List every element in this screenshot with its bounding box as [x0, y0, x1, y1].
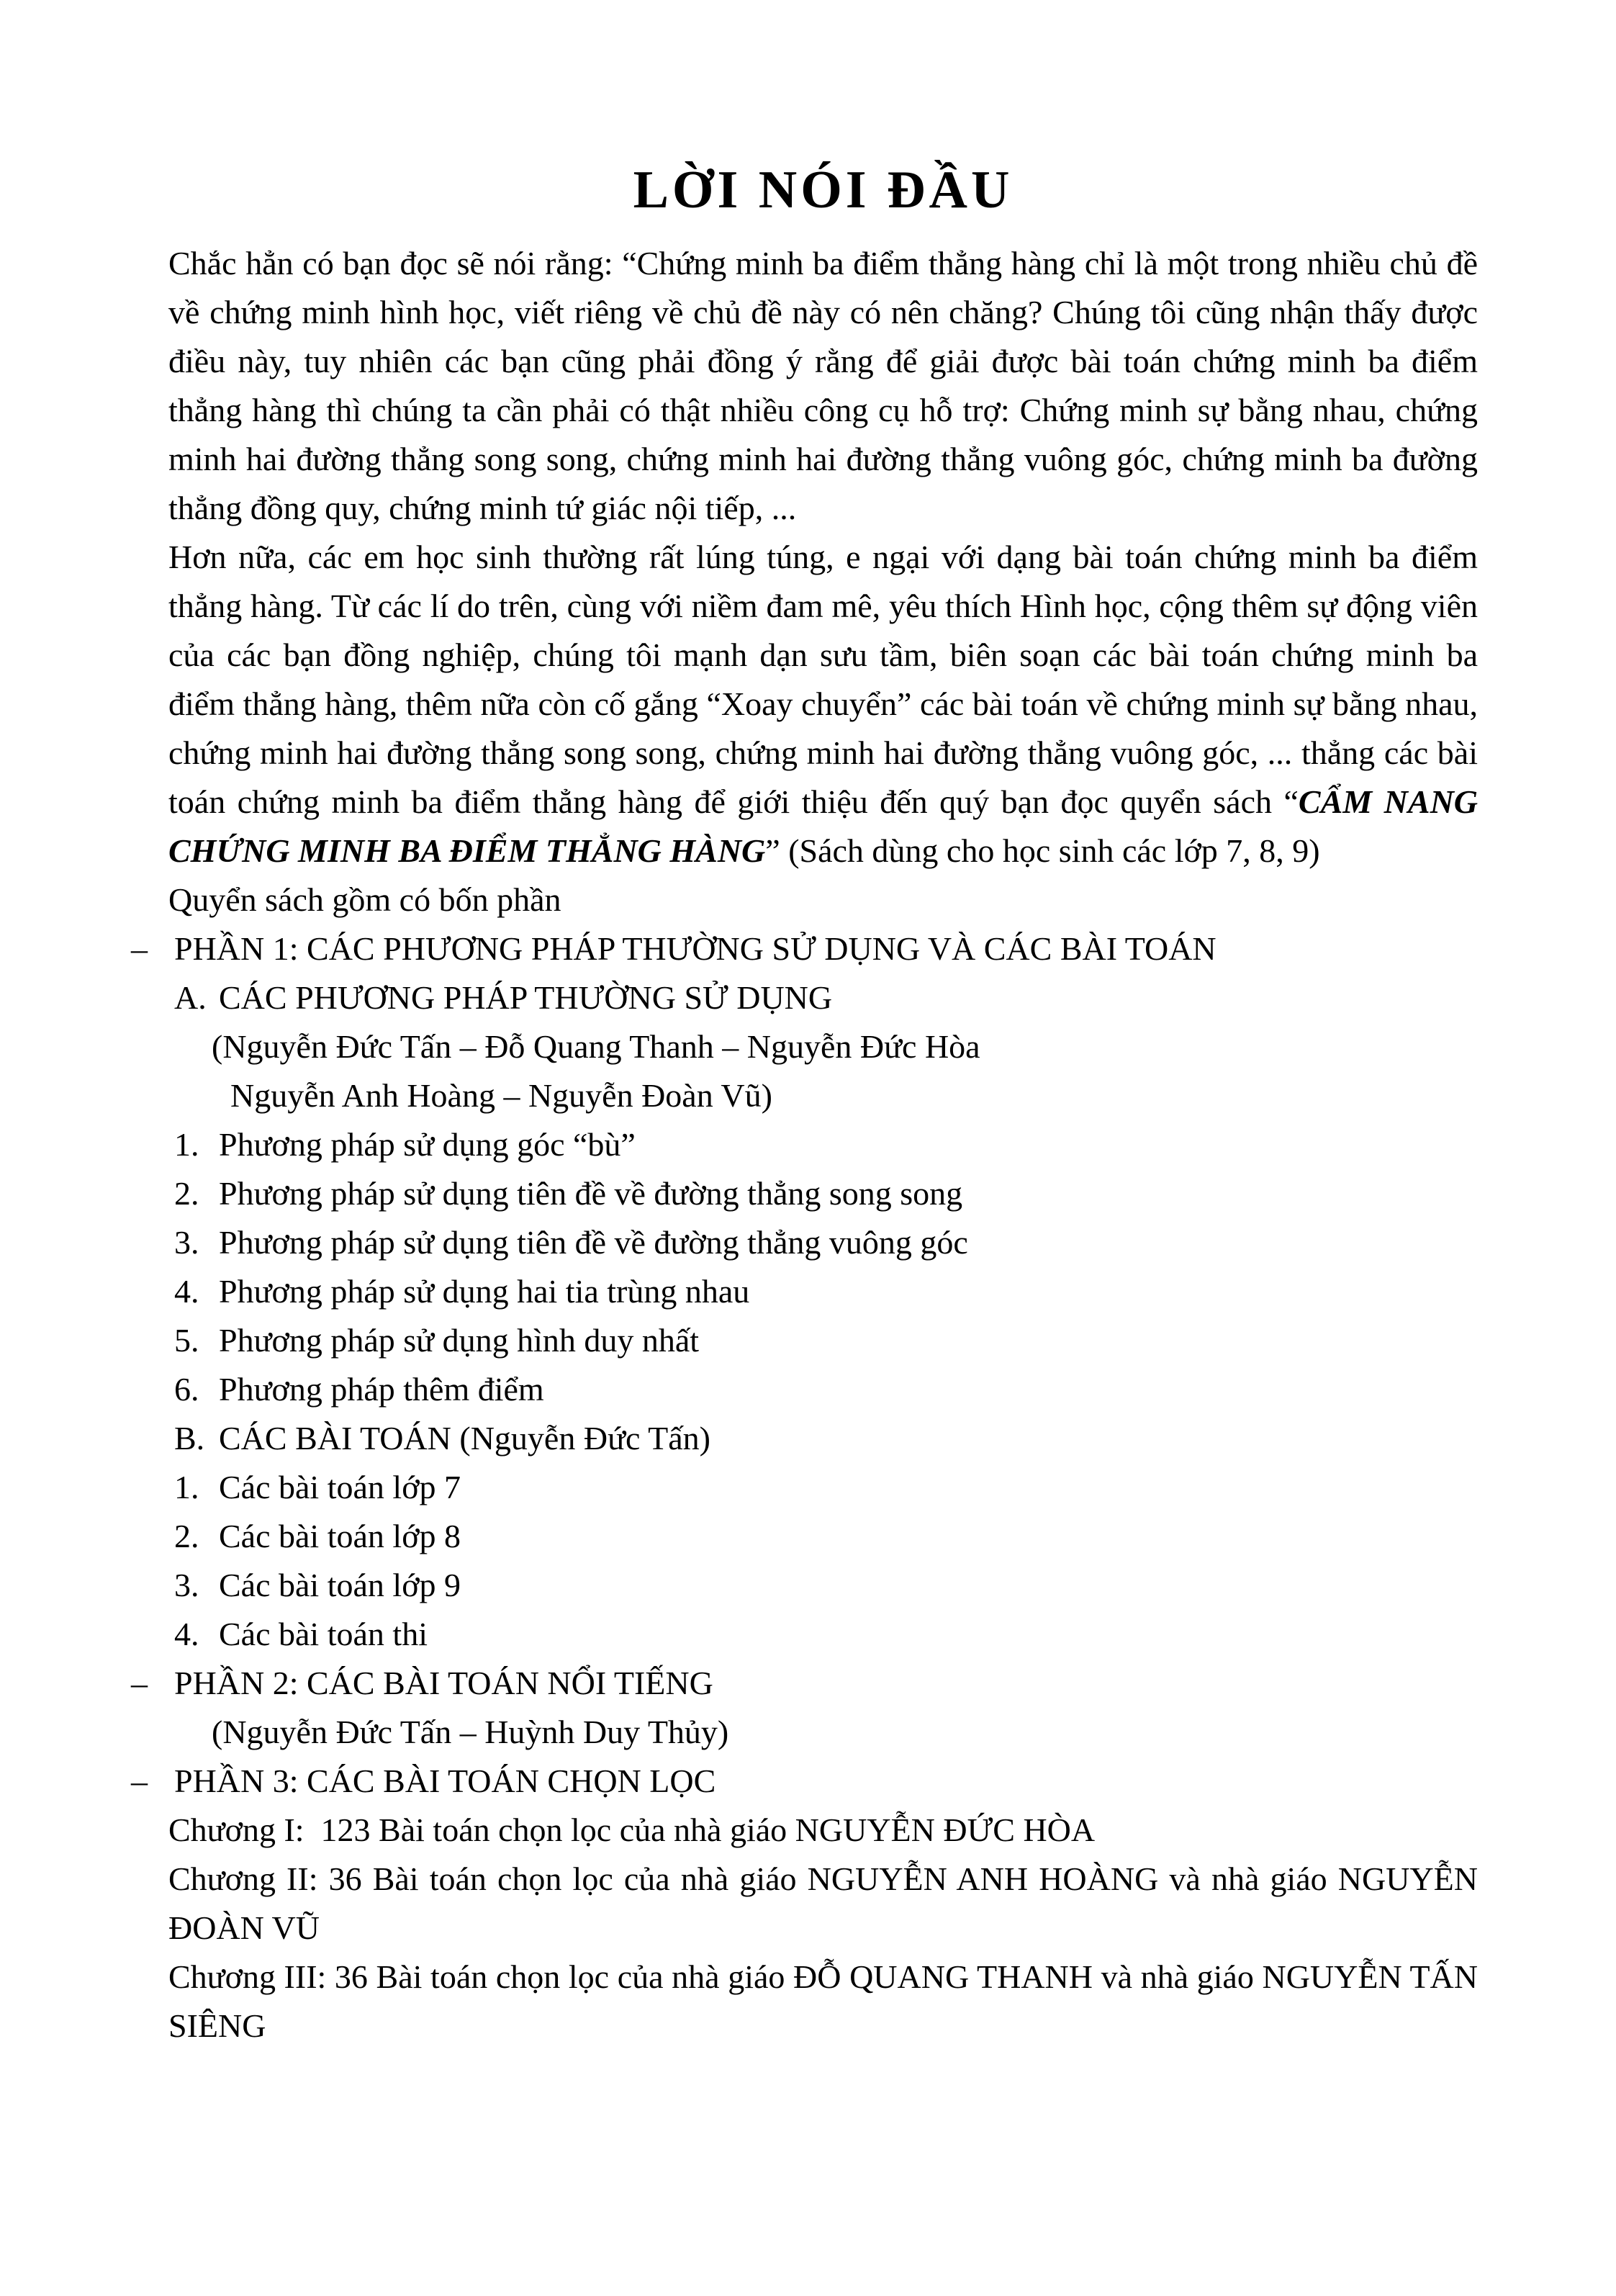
item-label: Phương pháp sử dụng hai tia trùng nhau [219, 1273, 750, 1310]
part-2-label: PHẦN 2: CÁC BÀI TOÁN NỔI TIẾNG [174, 1665, 713, 1701]
item-number: 1. [174, 1469, 199, 1505]
item-number: 4. [174, 1616, 199, 1652]
outline-part-1 [131, 924, 1478, 973]
method-item-3 [168, 1218, 1478, 1267]
outline-section-a [168, 973, 1478, 1022]
item-number: 3. [174, 1224, 199, 1261]
outline-part-2 [131, 1659, 1478, 1708]
problem-item-3 [168, 1561, 1478, 1610]
dash-marker: – [131, 1665, 148, 1701]
item-label: Các bài toán lớp 7 [219, 1469, 461, 1505]
item-number: 3. [174, 1567, 199, 1603]
chapter-2-line: Chương II: 36 Bài toán chọn lọc của nhà giáo NGUYỄN ANH HOÀNG và nhà giáo NGUYỄN ĐOÀN VŨ [168, 1860, 1486, 1946]
item-number: 1. [174, 1126, 199, 1163]
dash-marker: – [131, 930, 148, 967]
book-structure-intro: Quyển sách gồm có bốn phần [168, 881, 561, 918]
item-label: Các bài toán thi [219, 1616, 428, 1652]
method-item-4 [168, 1267, 1478, 1316]
outline-part-3 [131, 1757, 1478, 1806]
item-label: Phương pháp sử dụng tiên đề về đường thẳng song song [219, 1175, 963, 1212]
book-title-emphasis: CẨM NANG CHỨNG MINH BA ĐIỂM THẲNG HÀNG [168, 783, 1479, 869]
item-label: Các bài toán lớp 8 [219, 1518, 461, 1554]
problem-item-4 [168, 1610, 1478, 1659]
item-label: Phương pháp sử dụng góc “bù” [219, 1126, 636, 1163]
part-3-label: PHẦN 3: CÁC BÀI TOÁN CHỌN LỌC [174, 1762, 716, 1799]
chapter-3-line: Chương III: 36 Bài toán chọn lọc của nhà giáo ĐỖ QUANG THANH và nhà giáo NGUYỄN TẤN SIÊNG [168, 1958, 1486, 2044]
section-a-label: CÁC PHƯƠNG PHÁP THƯỜNG SỬ DỤNG [219, 979, 833, 1016]
paragraph-2-tail: ” (Sách dùng cho học sinh các lớp 7, 8, 9) [765, 832, 1320, 869]
method-item-5 [168, 1316, 1478, 1365]
section-letter: A. [174, 979, 207, 1016]
method-item-6 [168, 1365, 1478, 1414]
preface-paragraph-2 [168, 533, 1478, 875]
item-label: Phương pháp sử dụng tiên đề về đường thẳng vuông góc [219, 1224, 968, 1261]
paragraph-2-text: Hơn nữa, các em học sinh thường rất lúng túng, e ngại với dạng bài toán chứng minh ba điểm thẳng hàng. Từ các lí do trên, cùng với niềm đam mê, yêu thích Hình học, cộng thêm sự động viên của các bạn đồng nghiệp, chúng tôi mạnh dạn sưu tầm, biên soạn các bài toán chứng minh ba điểm thẳng hàng, thêm nữa còn cố gắng “Xoay chuyển” các bài toán về chứng minh sự bằng nhau, chứng minh hai đường thẳng song song, chứng minh hai đường thẳng vuông góc, ... thẳng các bài toán chứng minh ba điểm thẳng hàng để giới thiệu đến quý bạn đọc quyển sách “ [168, 539, 1478, 820]
chapter-1-line: Chương I: 123 Bài toán chọn lọc của nhà giáo NGUYỄN ĐỨC HÒA [168, 1811, 1096, 1848]
authors-line-a2: Nguyễn Anh Hoàng – Nguyễn Đoàn Vũ) [230, 1077, 772, 1114]
outline-section-b [168, 1414, 1478, 1463]
authors-line-part2: (Nguyễn Đức Tấn – Huỳnh Duy Thủy) [212, 1714, 729, 1750]
authors-line-a1: (Nguyễn Đức Tấn – Đỗ Quang Thanh – Nguyễn Đức Hòa [212, 1028, 980, 1065]
preface-paragraph-1: Chắc hẳn có bạn đọc sẽ nói rằng: “Chứng minh ba điểm thẳng hàng chỉ là một trong nhiều chủ đề về chứng minh hình học, viết riêng về chủ đề này có nên chăng? Chúng tôi cũng nhận thấy được điều này, tuy nhiên các bạn cũng phải đồng ý rằng để giải được bài toán chứng minh ba điểm thẳng hàng thì chúng ta cần phải có thật nhiều công cụ hỗ trợ: Chứng minh sự bằng nhau, chứng minh hai đường thẳng song song, chứng minh hai đường thẳng vuông góc, chứng minh ba đường thẳng đồng quy, chứng minh tứ giác nội tiếp, ... [168, 245, 1478, 526]
section-letter: B. [174, 1420, 205, 1457]
section-b-label: CÁC BÀI TOÁN (Nguyễn Đức Tấn) [219, 1420, 710, 1457]
method-item-1 [168, 1120, 1478, 1169]
item-label: Các bài toán lớp 9 [219, 1567, 461, 1603]
problem-item-2 [168, 1512, 1478, 1561]
dash-marker: – [131, 1762, 148, 1799]
problem-item-1 [168, 1463, 1478, 1512]
item-label: Phương pháp sử dụng hình duy nhất [219, 1322, 700, 1359]
item-number: 6. [174, 1371, 199, 1408]
page-title: LỜI NÓI ĐẦU [633, 161, 1014, 220]
item-number: 2. [174, 1518, 199, 1554]
item-number: 4. [174, 1273, 199, 1310]
item-number: 5. [174, 1322, 199, 1359]
method-item-2 [168, 1169, 1478, 1218]
item-label: Phương pháp thêm điểm [219, 1371, 544, 1408]
item-number: 2. [174, 1175, 199, 1212]
part-1-label: PHẦN 1: CÁC PHƯƠNG PHÁP THƯỜNG SỬ DỤNG VÀ CÁC BÀI TOÁN [174, 930, 1216, 967]
